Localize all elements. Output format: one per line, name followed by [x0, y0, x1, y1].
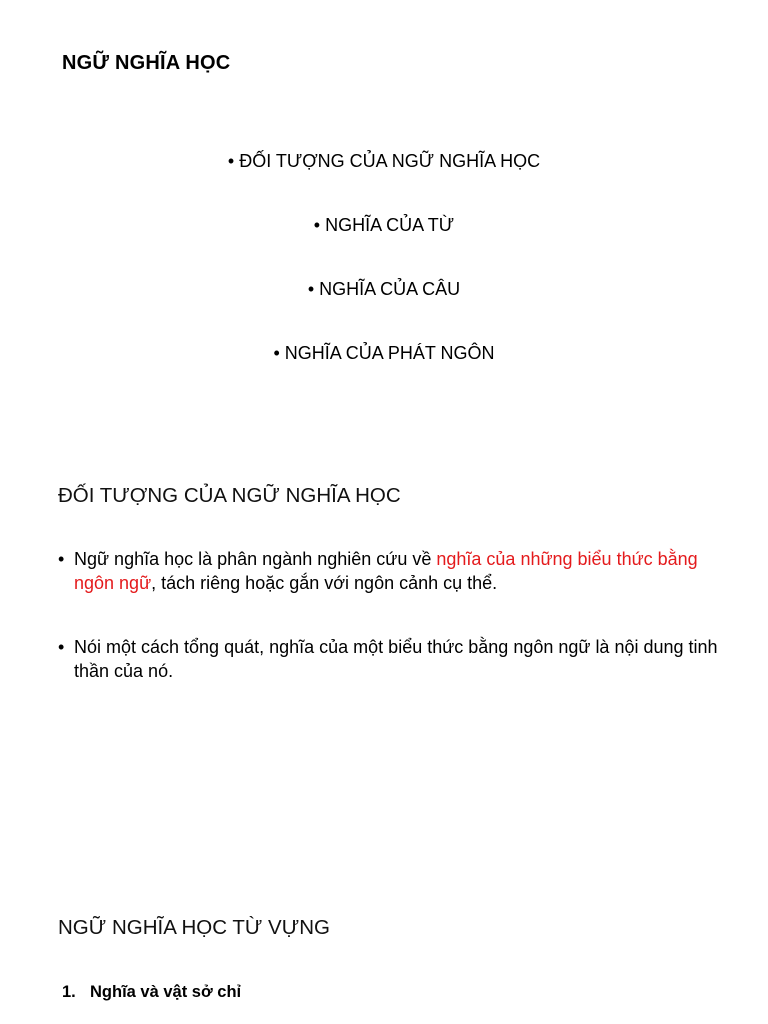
table-of-contents: [0, 148, 768, 404]
bullet-general: • Nói một cách tổng quát, nghĩa của một biểu thức bằng ngôn ngữ là nội dung tinh thần của nó.: [58, 635, 738, 683]
highlighted-phrase: nghĩa của những biểu thức bằng ngôn ngữ: [74, 549, 698, 593]
bullet-definition: [58, 547, 738, 595]
toc-item-word-meaning: • NGHĨA CỦA TỪ: [0, 212, 768, 276]
bullet-definition-text-start: Ngữ nghĩa học là phân ngành nghiên cứu về: [74, 549, 437, 569]
numbered-item-meaning-referent: [62, 983, 241, 1002]
section-heading-object: ĐỐI TƯỢNG CỦA NGỮ NGHĨA HỌC: [58, 484, 401, 507]
page-title: NGỮ NGHĨA HỌC: [62, 52, 231, 74]
item-number: 1.: [62, 983, 76, 1001]
toc-item-sentence-meaning: • NGHĨA CỦA CÂU: [0, 276, 768, 340]
item-label: Nghĩa và vật sở chỉ: [90, 983, 242, 1001]
definition-bullets: [58, 547, 738, 723]
bullet-definition-text-end: , tách riêng hoặc gắn với ngôn cảnh cụ thể.: [151, 573, 498, 593]
toc-item-utterance-meaning: • NGHĨA CỦA PHÁT NGÔN: [0, 340, 768, 404]
toc-item-object: • ĐỐI TƯỢNG CỦA NGỮ NGHĨA HỌC: [0, 148, 768, 212]
section-heading-lexical: NGỮ NGHĨA HỌC TỪ VỰNG: [58, 916, 330, 939]
